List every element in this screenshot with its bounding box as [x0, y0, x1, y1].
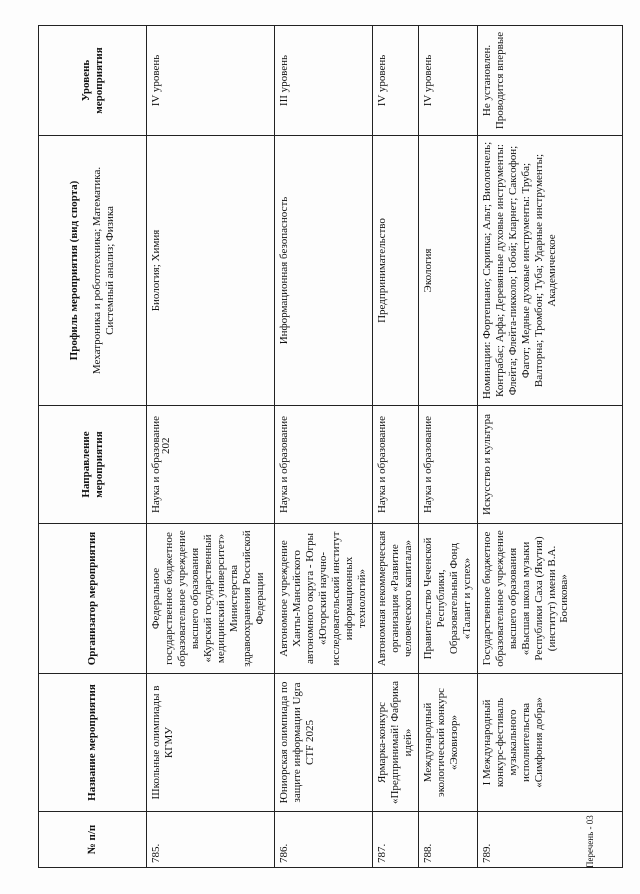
footer-label: Перечень - 03: [585, 815, 595, 868]
row-level: IV уровень: [147, 26, 275, 136]
row-num: 785.: [147, 812, 275, 868]
row-organizer: Автономная некоммерческая организация «Развитие человеческого капитала»: [372, 524, 418, 674]
header-num: № п/п: [39, 812, 147, 868]
row-name: Юниорская олимпиада по защите информации Ugra CTF 2025: [275, 674, 373, 812]
row-num: 787.: [372, 812, 418, 868]
header-profile-label: Профиль мероприятия (вид спорта): [68, 180, 81, 361]
header-level: Уровень мероприятия: [39, 26, 147, 136]
header-direction: Направление мероприятия: [39, 406, 147, 524]
row-level: IV уровень: [372, 26, 418, 136]
row-direction: Искусство и культура: [477, 406, 622, 524]
row-name: Международный экологический конкурс «Эковизор»: [418, 674, 477, 812]
header-profile: [39, 136, 147, 406]
row-profile: Экология: [418, 136, 477, 406]
table-row: [275, 26, 373, 868]
row-direction: Наука и образование: [275, 406, 373, 524]
row-organizer: Федеральное государственное бюджетное образовательное учреждение высшего образования «Курский государственный медицинский университет» Министерства здравоохранения Российской Федерации: [147, 524, 275, 674]
row-num: 786.: [275, 812, 373, 868]
row-profile: Биология; Химия: [147, 136, 275, 406]
row-level: Не установлен. Проводится впервые: [477, 26, 622, 136]
page-number: 202: [160, 437, 172, 454]
row-direction: Наука и образование: [418, 406, 477, 524]
row-name: I Международный конкурс-фестиваль музыкального исполнительства «Симфония добра»: [477, 674, 622, 812]
profile-continuation: Мехатроника и робототехника; Математика. Системный анализ; Физика: [91, 166, 116, 375]
row-name: Ярмарка-конкурс «Предпринимай! Фабрика идей»: [372, 674, 418, 812]
row-direction: Наука и образование: [147, 406, 275, 524]
row-level: IV уровень: [418, 26, 477, 136]
row-direction: Наука и образование: [372, 406, 418, 524]
row-profile: Информационная безопасность: [275, 136, 373, 406]
row-name: Школьные олимпиады в КГМУ: [147, 674, 275, 812]
table-row: [372, 26, 418, 868]
table-row: [418, 26, 477, 868]
row-level: III уровень: [275, 26, 373, 136]
row-num: 788.: [418, 812, 477, 868]
row-organizer: Автономное учреждение Ханты-Мансийского автономного округа - Югры «Югорский научно-исследовательский институт информационных технологий»: [275, 524, 373, 674]
table-row: [147, 26, 275, 868]
row-num: 789.: [477, 812, 622, 868]
header-name: Название мероприятия: [39, 674, 147, 812]
row-organizer: Правительство Чеченской Республики, Образовательный Фонд «Талант и успех»: [418, 524, 477, 674]
header-organizer: Организатор мероприятия: [39, 524, 147, 674]
table-header-row: [39, 26, 147, 868]
row-profile: Номинации: Фортепиано; Скрипка; Альт; Виолончель; Контрабас; Арфа; Деревянные духовые инструменты: Флейта; Флейта-пикколо; Гобой; Кларнет; Саксофон; Фагот; Медные духовые инструменты: Труба; Валторна; Тромбон; Туба; Ударные инструменты; Академическое: [477, 136, 622, 406]
table-row: [477, 26, 622, 868]
row-profile: Предпринимательство: [372, 136, 418, 406]
events-table: [38, 25, 623, 868]
row-organizer: Государственное бюджетное образовательное учреждение высшего образования «Высшая школа музыки Республики Саха (Якутия) (институт) имени В.А. Босикова»: [477, 524, 622, 674]
